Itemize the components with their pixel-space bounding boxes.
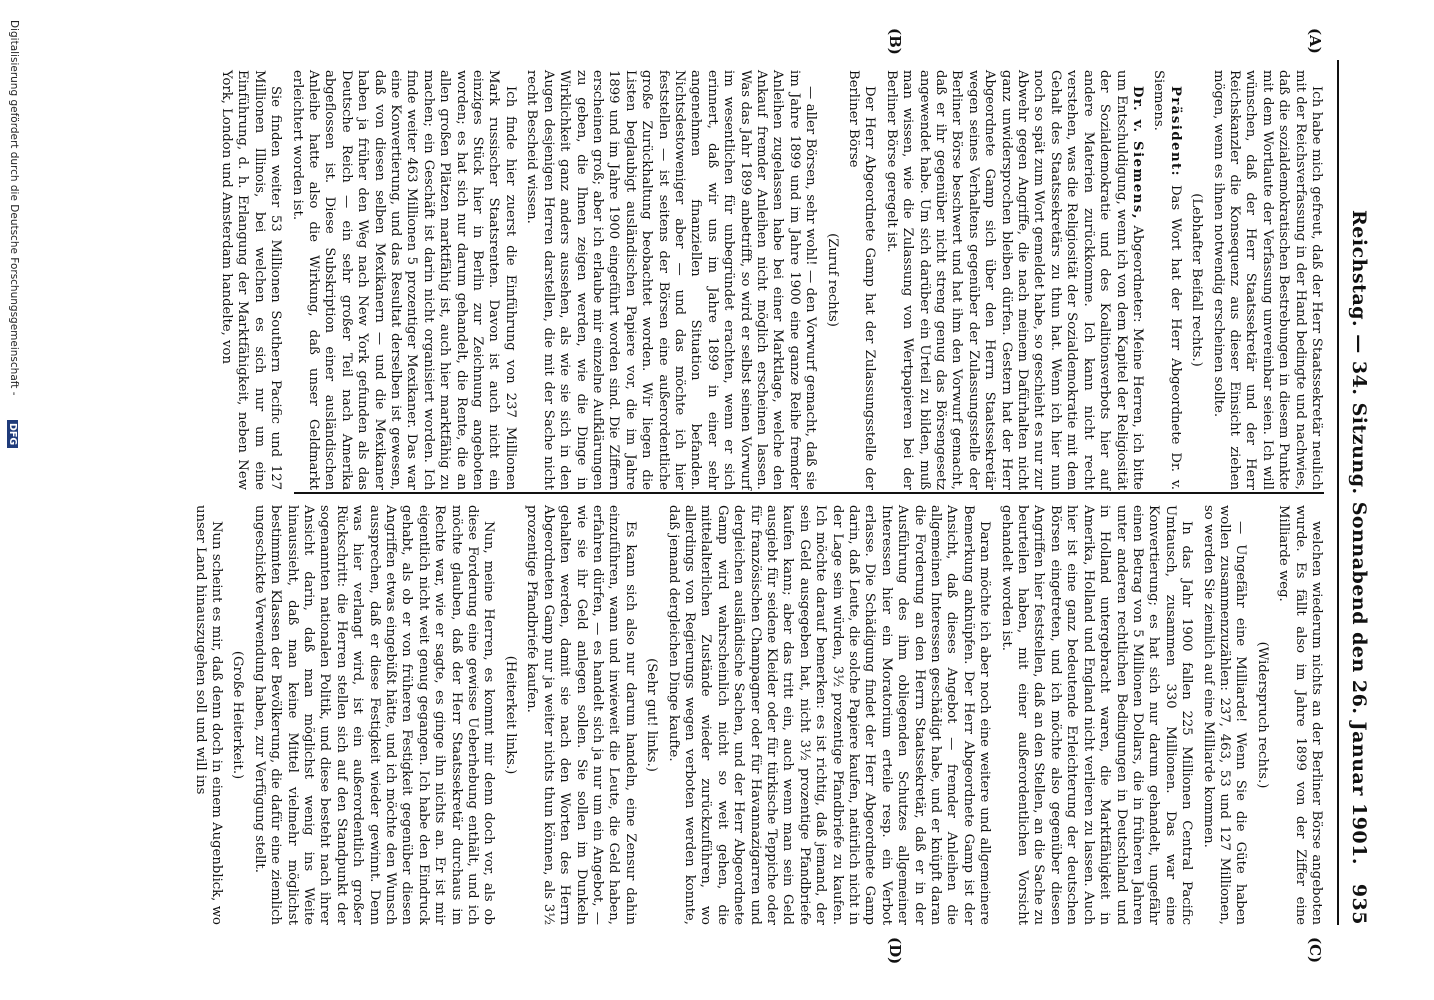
paragraph: Ich habe mich gefreut, daß der Herr Staatssekretär neulich mit der Reichsverfassung in der Hand bedingte und nachwies, daß die sozialdemokratischen Bestrebungen in diesem Punkte mit dem Wortlaute der Verfassung unvereinbar seien. Ich will wünschen, daß der Herr Staatssekretär und der Herr Reichskanzler die Konsequenz aus dieser Einsicht ziehen mögen, wenn es ihnen notwendig erscheinen sollte. bbox=[1210, 70, 1324, 490]
margin-mark-d: (D) bbox=[886, 937, 904, 965]
dfg-logo: DFG bbox=[7, 420, 18, 448]
speaker-name: Dr. v. Siemens, bbox=[1129, 86, 1145, 220]
paragraph: Ich finde hier zuerst die Einführung von 237 Millionen Mark russischer Staatsrenten. Davon ist auch nicht ein einziges Stück hier in Berlin zur Zeichnung angeboten worden; es hat sich nur darum gehandelt, die Rente, die an allen großen Plätzen marktfähig ist, auch hier marktfähig zu machen; ein Geschäft ist darin nicht organisiert worden. Ich finde weiter 463 Millionen 5 prozentiger Mexikaner. Das war eine Konvertierung, und das Resultat derselben ist gewesen, daß von diesen selben Mexikanern — und die Mexikaner haben ja früher den Weg nach New York gefunden als das Deutsche Reich — ein sehr großer Teil nach Amerika abgeflossen ist. Diese Subskription einer ausländischen Anleihe hatte also die Wirkung, daß unser Geldmarkt erleichtert worden ist. bbox=[289, 70, 518, 490]
paragraph bbox=[1150, 70, 1183, 490]
margin-mark-c: (C) bbox=[1306, 937, 1324, 964]
paragraph: Der Herr Abgeordnete Gamp hat der Zulassungsstelle der Berliner Börse bbox=[846, 70, 878, 490]
column-divider bbox=[294, 492, 1324, 494]
paragraph: welchen wiederum nichts an der Berliner Börse angeboten wurde. Es fällt also im Jahre 1899 von der Ziffer eine Milliarde weg. bbox=[1276, 505, 1324, 925]
stage-direction: (Sehr gut! links.) bbox=[644, 658, 660, 772]
page-title: Reichstag. — 34. Sitzung. Sonnabend den 26. Januar 1901. bbox=[1348, 210, 1370, 865]
paragraph: Nun, meine Herren, es kommt mir denn doch vor, als ob diese Forderung eine gewisse Ueberhebung enthält, und ich möchte glauben, daß der Herr Staatssekretär durchaus im Rechte war, wie er sagte, es ginge ihn nichts an. Er ist mir eigentlich nicht weit genug gegangen. Ich habe den Eindruck gehabt, als ob er von früheren Festigkeit gegenüber diesen Angriffen etwas eingebüßt hätte, und ich möchte den Wunsch aussprechen, daß er diese Festigkeit wieder gewinnt. Denn was hier verlangt wird, ist ein außerordentlich großer Rückschritt: die Herren stellen sich auf den Standpunkt der sogenannten nationalen Politik, und diese besteht nach ihrer Ansicht darin, daß man möglichst wenig ins Weite hinaussieht, daß man keine Mittel vielmehr möglichst bestimmten Klassen der Bevölkerung, die dafür eine ziemlich ungeschickte Verwendung haben, zur Verfügung stellt. bbox=[251, 505, 497, 925]
speech-text: Das Wort hat der Herr Abgeordnete Dr. v. Siemens. bbox=[1151, 70, 1183, 490]
stage-direction: (Heiterkeit links.) bbox=[502, 655, 518, 775]
page-header bbox=[1342, 60, 1376, 925]
left-column bbox=[213, 70, 1324, 490]
paragraph: — Ungefähr eine Milliarde! Wenn Sie die Güte haben wollen zusammenzuzählen: 237, 463, 53 und 127 Millionen, so werden Sie ziemlich auf eine Milliarde kommen. bbox=[1200, 505, 1249, 925]
stage-direction: (Große Heiterkeit.) bbox=[230, 650, 246, 780]
paragraph: Nun scheint es mir, daß denn doch in einem Augenblick, wo unser Land hinauszugehen soll und will ins bbox=[192, 505, 224, 925]
paragraph bbox=[882, 70, 1145, 490]
paragraph: — aller Börsen, sehr wohl! — den Vorwurf gemacht, daß sie im Jahre 1899 und im Jahre 1900 eine ganze Reihe fremder Anleihen zugelassen habe bei einer Marktlage, welche den Ankauf fremder Anleihen nicht möglich erscheinen lassen. Was das Jahr 1899 anbetrifft, so wird er selbst seinen Vorwurf im wesentlichen für unbegründet erachten, wenn er sich erinnert, daß wir uns im Jahre 1899 in einer sehr angenehmen finanziellen Situation befanden. Nichtsdestoweniger aber — und das möchte ich hier feststellen — ist seitens der Börsen eine außerordentliche große Zurückhaltung beobachtet worden. Wir liegen die Listen beglaubigt ausländischen Papiere vor, die im Jahre 1899 und im Jahre 1900 eingeführt worden sind. Die Ziffern erscheinen groß; aber ich erlaube mir einzelne Aufklärungen zu geben, die Ihnen zeigen werden, wie die Dinge in Wirklichkeit ganz anders aussehen, als wie sie sich in den Augen desjenigen Herren darstellen, die mit der Sache nicht recht Bescheid wissen. bbox=[524, 70, 819, 490]
speech-text: Abgeordneter: Meine Herren, ich bitte um Entschuldigung, wenn ich von dem Kapitel der Religiosität der Sozialdemokratie und des Koalitionsverbots hier auf andere Materien zurückkomme. Ich kann nicht recht verstehen, was die Religiosität der Sozialdemokratie mit dem Gehalt des Staatssekretärs zu thun hat. Wenn ich hier nun noch so spät zum Wort gemeldet habe, so geschieht es nur zur Abwehr gegen Angriffe, die nach meinem Dafürhalten nicht ganz unwidersprochen bleiben dürfen. Gestern hat der Herr Abgeordnete Gamp sich über den Herrn Staatssekretär wegen seines Verhaltens gegenüber der Zulassungsstelle der Berliner Börse beschwert und hat ihm den Vorwurf gemacht, daß er ihr gegenüber nicht streng genug das Börsengesetz angewendet habe. Um sich darüber ein Urteil zu bilden, muß man wissen, wie die Zulassung von Wertpapieren bei der Berliner Börse geregelt ist. bbox=[883, 70, 1145, 490]
paragraph: Daran möchte ich aber noch eine weitere und allgemeinere Bemerkung anknüpfen. Der Herr Abgeordnete Gamp ist der Ansicht, daß dieses Angebot — fremder Anleihen die allgemeinen Interessen geschädigt habe, und er knüpft daran die Forderung an den Herrn Staatssekretär, daß er in der Ausführung des ihm obliegenden Schutzes allgemeiner Interessen hier ein Moratorium erteile resp. ein Verbot erlasse. Die Schädigung findet der Herr Abgeordnete Gamp darin, daß Leute, die solche Papiere kaufen, natürlich nicht in der Lage sein würden, 3½ prozentige Pfandbriefe zu kaufen. Ich möchte darauf bemerken: es ist richtig, daß jemand, der sein Geld ausgegeben hat, nicht 3½ prozentige Pfandbriefe kaufen kann; aber das tritt ein, auch wenn man sein Geld ausgiebt für seidene Kleider oder für türkische Teppiche oder für französischen Champagner oder für Havannazigarren und dergleichen ausländische Sachen, und der Herr Abgeordnete Gamp wird wahrscheinlich nicht so weit gehen, die mittelalterlichen Zustände wieder zurückzuführen, wo allerdings von Regierungs wegen verboten werden konnte, daß jemand dergleichen Dinge kaufte. bbox=[665, 505, 993, 925]
stage-direction: (Lebhafter Beifall rechts.) bbox=[1189, 193, 1205, 367]
paragraph: In das Jahr 1900 fallen 225 Millionen Central Pacific Umtausch, zusammen 330 Millionen. Das war eine Konvertierung; es hat sich nur darum gehandelt, ungefähr einen Betrag von 5 Millionen Dollars, die in früheren Jahren unter anderen rechtlichen Bedingungen in Deutschland und in Holland untergebracht waren, die Marktfähigkeit in Amerika, Holland und England nicht verlieren zu lassen. Auch hier ist eine ganz bedeutende Erleichterung der deutschen Börsen eingetreten, und ich möchte also gegenüber diesen Angriffen hier feststellen, daß an den Stellen, an die Sache zu beurteilen haben, mit einer außerordentlichen Vorsicht gehandelt worden ist. bbox=[998, 505, 1195, 925]
right-column bbox=[186, 505, 1324, 925]
footer-text: Digitalisierung gefördert durch die Deutsche Forschungsgemeinschaft - bbox=[8, 20, 20, 396]
margin-mark-a: (A) bbox=[1306, 28, 1324, 54]
paragraph: Sie finden weiter 53 Millionen Southern Pacific und 127 Millionen Illinois, bei welchen es sich nur um eine Einführung, d. h. Erlangung der Marktfähigkeit, neben New York, London und Amsterdam handelte, von bbox=[219, 70, 284, 490]
header-rule bbox=[1337, 60, 1339, 925]
speaker-name: Präsident: bbox=[1167, 86, 1183, 178]
stage-direction: (Widerspruch rechts.) bbox=[1254, 641, 1270, 789]
page-number: 935 bbox=[1348, 883, 1370, 925]
stage-direction: (Zuruf rechts) bbox=[824, 233, 840, 327]
margin-mark-b: (B) bbox=[886, 28, 904, 55]
paragraph: Es kann sich also nur darum handeln, eine Zensur dahin einzuführen, wann und inwieweit die Leute, die Geld haben, erfahren dürfen, — es handelt sich ja nur um ein Angebot, — wie sie ihr Geld anlegen sollen. Sie sollen im Dunkeln gehalten werden, damit sie nach den Worten des Herrn Abgeordneten Gamp nur ja weiter nichts thun können, als 3½ prozentige Pfandbriefe kaufen. bbox=[524, 505, 638, 925]
